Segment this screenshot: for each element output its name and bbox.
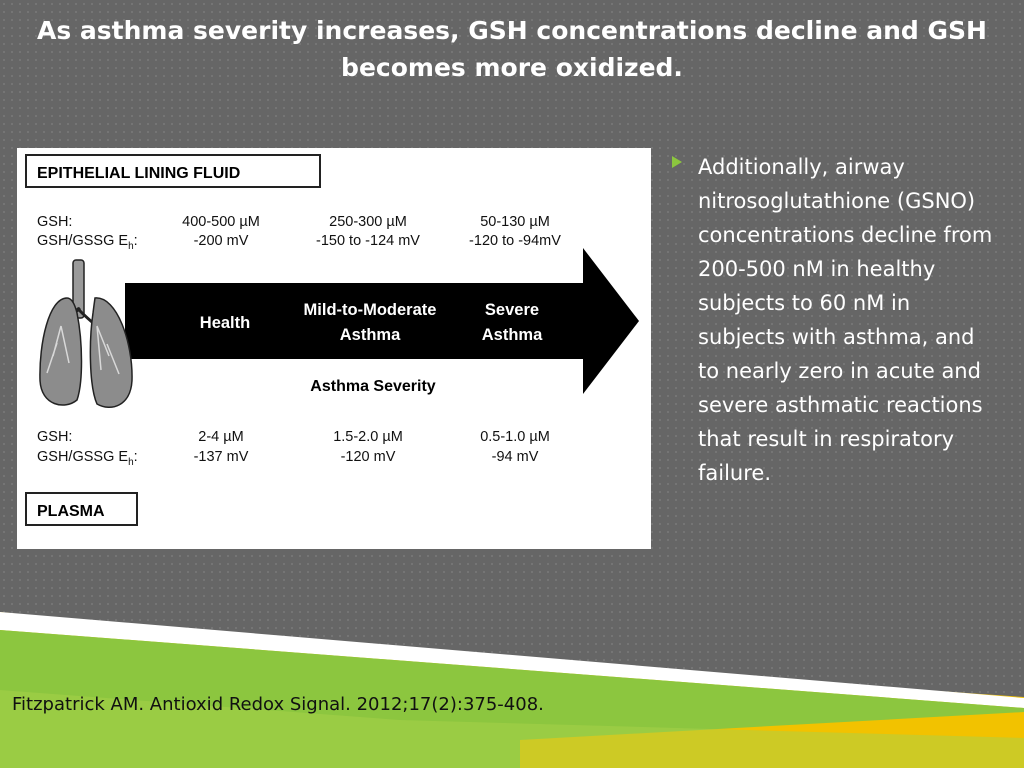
asthma-gsh-figure bbox=[17, 148, 651, 549]
plasma-eh-severe: -94 mV bbox=[491, 449, 539, 465]
eh-colon: : bbox=[133, 233, 138, 249]
eh-subscript: h bbox=[128, 241, 134, 252]
eh-prefix: GSH/GSSG E bbox=[37, 233, 129, 249]
elf-gsh-mild: 250-300 µM bbox=[329, 214, 407, 230]
plasma-gsh-mild: 1.5-2.0 µM bbox=[333, 429, 403, 445]
elf-eh-severe: -120 to -94mV bbox=[469, 233, 561, 249]
bullet-text: Additionally, airway nitrosoglutathione (GSNO) concentrations decline from 200-500 nM in healthy subjects to 60 nM in subjects with asthma, and to nearly zero in acute and severe asthmatic reactions that result in respiratory failure. bbox=[698, 155, 993, 485]
elf-gsh-severe: 50-130 µM bbox=[480, 214, 550, 230]
elf-eh-health: -200 mV bbox=[193, 233, 249, 249]
citation: Fitzpatrick AM. Antioxid Redox Signal. 2012;17(2):375-408. bbox=[12, 694, 544, 715]
stage-severe-line1: Severe bbox=[484, 301, 540, 319]
elf-eh-mild: -150 to -124 mV bbox=[316, 233, 420, 249]
plasma-gsh-health: 2-4 µM bbox=[198, 429, 244, 445]
bullet-arrow-icon bbox=[672, 156, 682, 168]
stage-severe-line2: Asthma bbox=[481, 326, 543, 344]
eh-subscript: h bbox=[128, 457, 134, 468]
stage-mild-line1: Mild-to-Moderate bbox=[303, 301, 437, 319]
plasma-gsh-severe: 0.5-1.0 µM bbox=[480, 429, 550, 445]
elf-label: EPITHELIAL LINING FLUID bbox=[37, 165, 241, 182]
figure-svg bbox=[17, 148, 651, 549]
stage-health: Health bbox=[199, 314, 251, 332]
eh-prefix: GSH/GSSG E bbox=[37, 449, 129, 465]
plasma-label: PLASMA bbox=[37, 503, 105, 520]
elf-gsh-health: 400-500 µM bbox=[182, 214, 260, 230]
elf-eh-label bbox=[37, 233, 138, 252]
lungs-icon bbox=[40, 260, 132, 407]
elf-gsh-label: GSH: bbox=[37, 214, 73, 230]
plasma-eh-label bbox=[37, 449, 138, 468]
eh-colon: : bbox=[133, 449, 138, 465]
asthma-severity-label: Asthma Severity bbox=[310, 378, 436, 395]
plasma-eh-mild: -120 mV bbox=[340, 449, 396, 465]
slide-title: As asthma severity increases, GSH concentrations decline and GSH becomes more oxidized. bbox=[37, 16, 987, 82]
plasma-gsh-label: GSH: bbox=[37, 429, 73, 445]
plasma-eh-health: -137 mV bbox=[193, 449, 249, 465]
stage-mild-line2: Asthma bbox=[339, 326, 401, 344]
